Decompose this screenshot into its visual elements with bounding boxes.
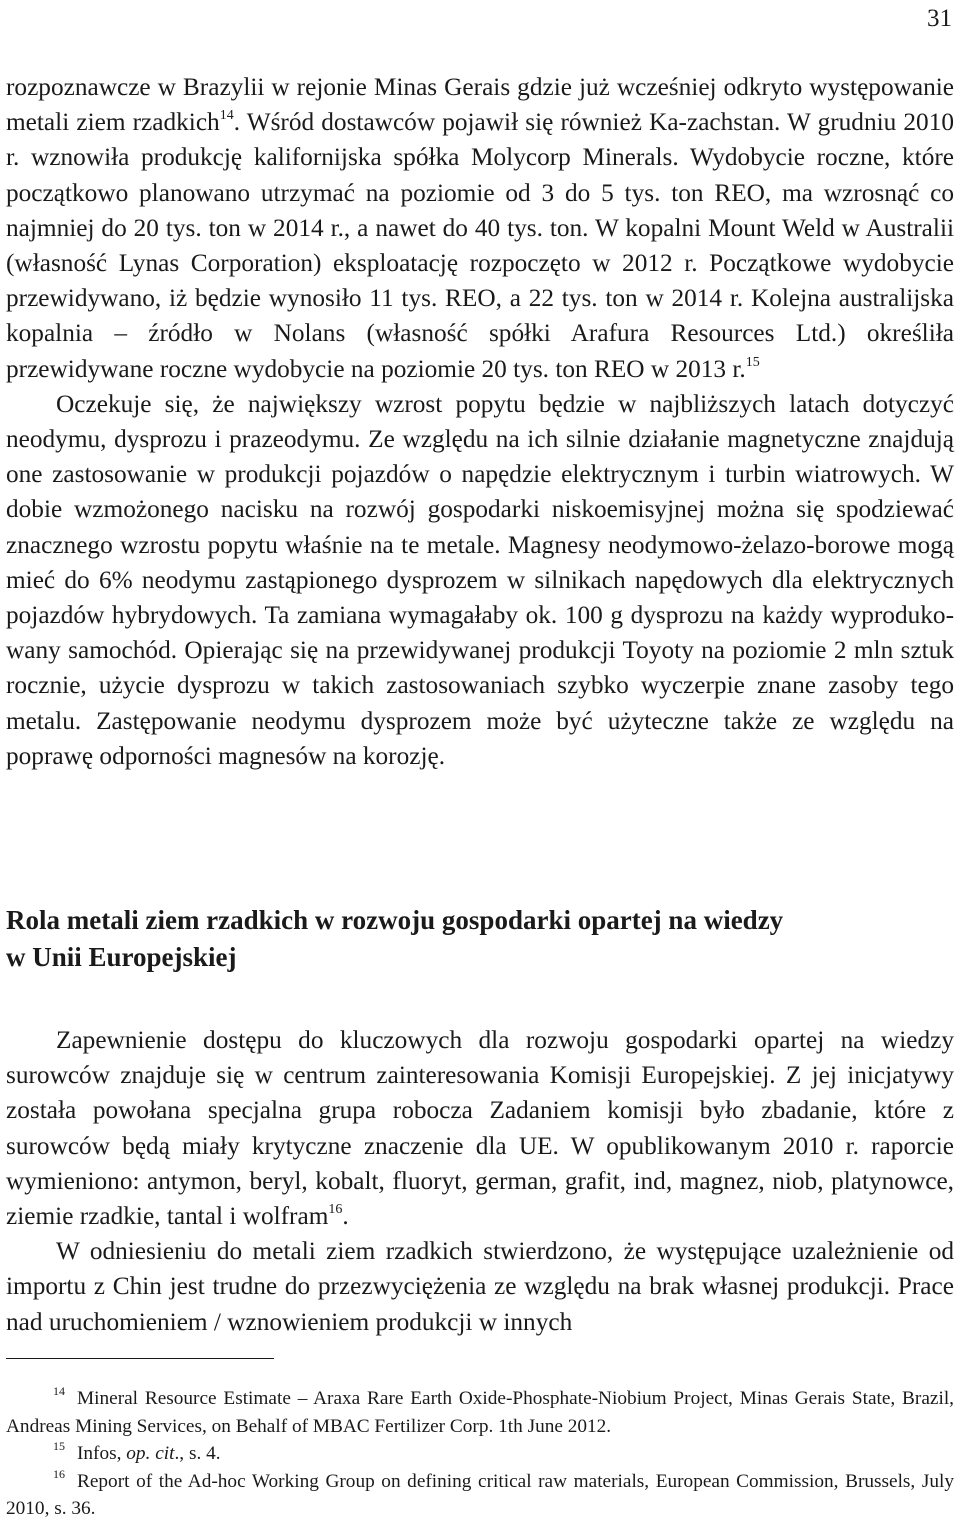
footnote-15 — [6, 1440, 954, 1468]
footnote-16 — [6, 1468, 954, 1523]
section-heading-line-1: Rola metali ziem rzadkich w rozwoju gospodarki opartej na wiedzy — [6, 905, 784, 935]
footnote-15-number: 15 — [53, 1439, 65, 1453]
footnote-separator — [6, 1358, 274, 1359]
paragraph-1-text-b: . Wśród dostawców pojawił się również Ka-zachstan. W grudniu 2010 r. wznowiła produkcję kalifornijska spółka Molycorp Minerals. Wydobycie roczne, które początkowo planowano utrzymać na poziomie od 3 do 5 tys. ton REO, ma wzrosnąć co najmniej do 20 tys. ton w 2014 r., a nawet do 40 tys. ton. W kopalni Mount Weld w Australii (własność Lynas Corporation) eksploatację rozpoczęto w 2012 r. Początkowe wydobycie przewidywano, iż będzie wynosiło 11 tys. REO, a 22 tys. ton w 2014 r. Kolejna australijska kopalnia – źródło w Nolans (własność spółki Arafura Resources Ltd.) określiła przewidywane roczne wydobycie na poziomie 20 tys. ton REO w 2013 r. — [6, 108, 954, 383]
footnotes — [6, 1385, 954, 1523]
paragraph-4: W odniesieniu do metali ziem rzadkich stwierdzono, że występujące uzależnienie od importu z Chin jest trudne do przezwyciężenia ze względu na brak własnej produkcji. Prace nad uruchomieniem / wznowieniem produkcji w innych — [6, 1237, 954, 1336]
footnote-15-text-b: ., s. 4. — [174, 1443, 221, 1464]
paragraph-3-text-a: Zapewnienie dostępu do kluczowych dla rozwoju gospodarki opartej na wiedzy surowców znajduje się w centrum zainteresowania Komisji Europejskiej. Z jej inicjatywy została powołana specjalna grupa robocza Zadaniem komisji było zbadanie, które z surowców będą miały krytyczne znaczenie dla UE. W opublikowanym 2010 r. raporcie wymieniono: antymon, beryl, kobalt, fluoryt, german, grafit, ind, magnez, niob, platynowce, ziemie rzadkie, tantal i wolfram — [6, 1026, 954, 1231]
footnote-ref-16[interactable]: 16 — [328, 1202, 343, 1218]
text-block-eu-knowledge-economy — [6, 1023, 954, 1340]
page-number: 31 — [927, 5, 952, 32]
section-heading-line-2: w Unii Europejskiej — [6, 942, 237, 972]
paragraph-2: Oczekuje się, że największy wzrost popytu będzie w najbliższych latach dotyczyć neodymu, dysprozu i prazeodymu. Ze względu na ich silnie działanie magnetyczne znajdują one zastosowanie w produkcji pojazdów o napędzie elektrycznym i turbin wiatrowych. W dobie wzmożonego nacisku na rozwój gospodarki niskoemisyjnej można się spodziewać znacznego wzrostu popytu właśnie na te metale. Magnesy neodymowo-żelazo-borowe mogą mieć do 6% neodymu zastąpionego dysprozem w silnikach napędowych dla elektrycznych pojazdów hybrydowych. Ta zamiana wymagałaby ok. 100 g dysprozu na każdy wyprodukowany samochód. Opierając się na przewidywanej produkcji Toyoty na poziomie 2 mln sztuk rocznie, użycie dysprozu w takich zastosowaniach szybko wyczerpie znane zasoby tego metalu. Zastępowanie neodymu dysprozem może być użyteczne także ze względu na poprawę odporności magnesów na korozję. — [6, 389, 954, 770]
paragraph-1-text-a: rozpoznawcze w Brazylii w rejonie Minas Gerais gdzie już wcześniej odkryto występowanie metali ziem rzadkich — [6, 73, 954, 137]
footnote-15-text-a: Infos, — [77, 1443, 127, 1464]
footnote-14-text: Mineral Resource Estimate – Araxa Rare Earth Oxide-Phosphate-Niobium Project, Minas Gerais State, Brazil, Andreas Mining Services, on Behalf of MBAC Fertilizer Corp. 1th June 2012. — [6, 1388, 954, 1437]
footnote-14 — [6, 1385, 954, 1440]
footnote-14-number: 14 — [53, 1384, 65, 1398]
text-block-rare-earth-supply — [6, 70, 954, 774]
section-heading — [6, 902, 954, 976]
footnote-15-italic: op. cit — [126, 1443, 175, 1464]
footnote-ref-14[interactable]: 14 — [219, 108, 234, 124]
paragraph-3 — [6, 1023, 954, 1234]
footnote-16-number: 16 — [53, 1466, 65, 1481]
paragraph-1 — [6, 70, 954, 387]
footnote-ref-15[interactable]: 15 — [745, 354, 760, 370]
footnote-16-text: Report of the Ad-hoc Working Group on defining critical raw materials, European Commission, Brussels, July 2010, s. 36. — [6, 1470, 954, 1519]
paragraph-3-text-b: . — [342, 1202, 349, 1231]
